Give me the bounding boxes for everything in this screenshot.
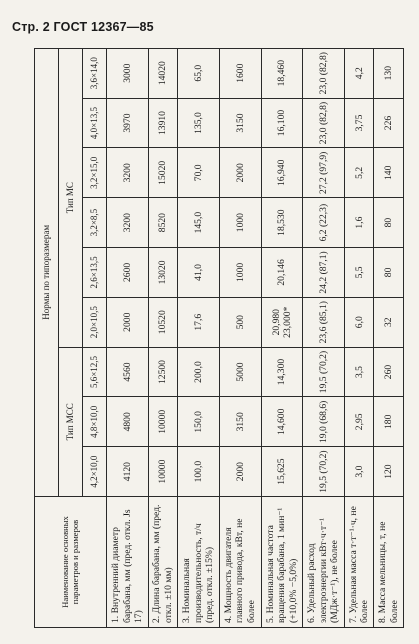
- table-cell: 14,600: [261, 397, 303, 447]
- table-cell: 13910: [148, 98, 178, 148]
- table-cell: 1000: [219, 248, 261, 298]
- table-cell: 80: [374, 198, 404, 248]
- table-cell: 500: [219, 297, 261, 347]
- table-cell: 3,0: [344, 447, 374, 497]
- table-cell: 120: [374, 447, 404, 497]
- table-cell: 13020: [148, 248, 178, 298]
- table-cell: 10520: [148, 297, 178, 347]
- table-cell: 70,0: [178, 148, 220, 198]
- table-cell: 1600: [219, 48, 261, 98]
- table-row: [261, 48, 303, 627]
- row-label: 1. Внутренний диаметр барабана, мм (пред. откл. Js 17): [107, 497, 149, 628]
- page-header: Стр. 2 ГОСТ 12367—85: [12, 20, 154, 34]
- table-cell: 41,0: [178, 248, 220, 298]
- row-label: 4. Мощность двигателя главного привода, кВт, не более: [219, 497, 261, 628]
- table-cell: 18,530: [261, 198, 303, 248]
- table-cell: 16,100: [261, 98, 303, 148]
- table-cell: 14020: [148, 48, 178, 98]
- table-row: [178, 48, 220, 627]
- table-cell: 20,980 23,000*: [261, 297, 303, 347]
- table-cell: 24,2 (87,1): [303, 248, 345, 298]
- size-header: 5,6×12,5: [83, 347, 107, 397]
- table-cell: 80: [374, 248, 404, 298]
- table-row: [219, 48, 261, 627]
- size-header: 2,0×10,5: [83, 297, 107, 347]
- table-cell: 19,0 (68,6): [303, 397, 345, 447]
- table-cell: 1,6: [344, 198, 374, 248]
- table-row: [374, 48, 404, 627]
- table-cell: 6,2 (22,3): [303, 198, 345, 248]
- row-label: 8. Масса мельницы, т, не более: [374, 497, 404, 628]
- row-label: 3. Номинальная производительность, т/ч (пред. откл. ±15%): [178, 497, 220, 628]
- table-cell: 4560: [107, 347, 149, 397]
- parameters-table: [34, 48, 404, 628]
- table-cell: 260: [374, 347, 404, 397]
- table-cell: 3,75: [344, 98, 374, 148]
- table-cell: 10000: [148, 397, 178, 447]
- table-cell: 2000: [219, 148, 261, 198]
- table-cell: 16,940: [261, 148, 303, 198]
- table-cell: 6,0: [344, 297, 374, 347]
- table-cell: 18,460: [261, 48, 303, 98]
- table-cell: 150,0: [178, 397, 220, 447]
- table-cell: 27,2 (97,9): [303, 148, 345, 198]
- table-cell: 5,2: [344, 148, 374, 198]
- table-cell: 100,0: [178, 447, 220, 497]
- table-cell: 145,0: [178, 198, 220, 248]
- table-cell: 140: [374, 148, 404, 198]
- table-row: [344, 48, 374, 627]
- size-header: 4,2×10,0: [83, 447, 107, 497]
- table-cell: 200,0: [178, 347, 220, 397]
- table-cell: 3200: [107, 148, 149, 198]
- table-cell: 226: [374, 98, 404, 148]
- table-cell: 5000: [219, 347, 261, 397]
- rotated-table-wrapper: [34, 48, 404, 628]
- row-label: 2. Длина барабана, мм (пред. откл. ±10 мм): [148, 497, 178, 628]
- table-cell: 19,5 (70,2): [303, 347, 345, 397]
- norms-header: Нормы по типоразмерам: [35, 48, 59, 496]
- table-row: [148, 48, 178, 627]
- table-cell: 130: [374, 48, 404, 98]
- table-cell: 4,2: [344, 48, 374, 98]
- table-row: [107, 48, 149, 627]
- table-cell: 32: [374, 297, 404, 347]
- table-cell: 3970: [107, 98, 149, 148]
- size-header: 3,6×14,0: [83, 48, 107, 98]
- row-label: 7. Удельная масса т·т⁻¹·ч, не более: [344, 497, 374, 628]
- table-cell: 5,5: [344, 248, 374, 298]
- table-cell: 3,5: [344, 347, 374, 397]
- table-cell: 23,6 (85,1): [303, 297, 345, 347]
- table-cell: 15020: [148, 148, 178, 198]
- table-cell: 3150: [219, 397, 261, 447]
- table-cell: 23,0 (82,8): [303, 48, 345, 98]
- table-cell: 12500: [148, 347, 178, 397]
- table-cell: 10000: [148, 447, 178, 497]
- table-cell: 20,146: [261, 248, 303, 298]
- table-cell: 180: [374, 397, 404, 447]
- size-header: 4,0×13,5: [83, 98, 107, 148]
- type-msc-header: Тип МСС: [59, 347, 83, 496]
- table-cell: 17,6: [178, 297, 220, 347]
- size-header: 3,2×8,5: [83, 198, 107, 248]
- table-cell: 8520: [148, 198, 178, 248]
- table-cell: 19,5 (70,2): [303, 447, 345, 497]
- table-cell: 135,0: [178, 98, 220, 148]
- table-cell: 3200: [107, 198, 149, 248]
- size-header: 3,2×15,0: [83, 148, 107, 198]
- table-cell: 3000: [107, 48, 149, 98]
- table-cell: 2600: [107, 248, 149, 298]
- table-cell: 65,0: [178, 48, 220, 98]
- table-row: [303, 48, 345, 627]
- table-cell: 4120: [107, 447, 149, 497]
- row-label: 6. Удельный расход электроэнергии кВт·ч·т⁻¹ (МДж·т⁻¹), не более: [303, 497, 345, 628]
- type-mc-header: Тип МС: [59, 48, 83, 347]
- size-header: 2,6×13,5: [83, 248, 107, 298]
- table-cell: 15,625: [261, 447, 303, 497]
- row-label: 5. Номинальная частота вращения барабана, 1 мин⁻¹ (+10,0% −5,0%): [261, 497, 303, 628]
- table-cell: 23,0 (82,8): [303, 98, 345, 148]
- table-cell: 2,95: [344, 397, 374, 447]
- size-header: 4,8×10,0: [83, 397, 107, 447]
- table-cell: 3150: [219, 98, 261, 148]
- table-cell: 2000: [107, 297, 149, 347]
- table-cell: 4800: [107, 397, 149, 447]
- table-cell: 14,300: [261, 347, 303, 397]
- table-cell: 2000: [219, 447, 261, 497]
- param-column-header: Наименование основных параметров и размеров: [35, 497, 107, 628]
- table-cell: 1000: [219, 198, 261, 248]
